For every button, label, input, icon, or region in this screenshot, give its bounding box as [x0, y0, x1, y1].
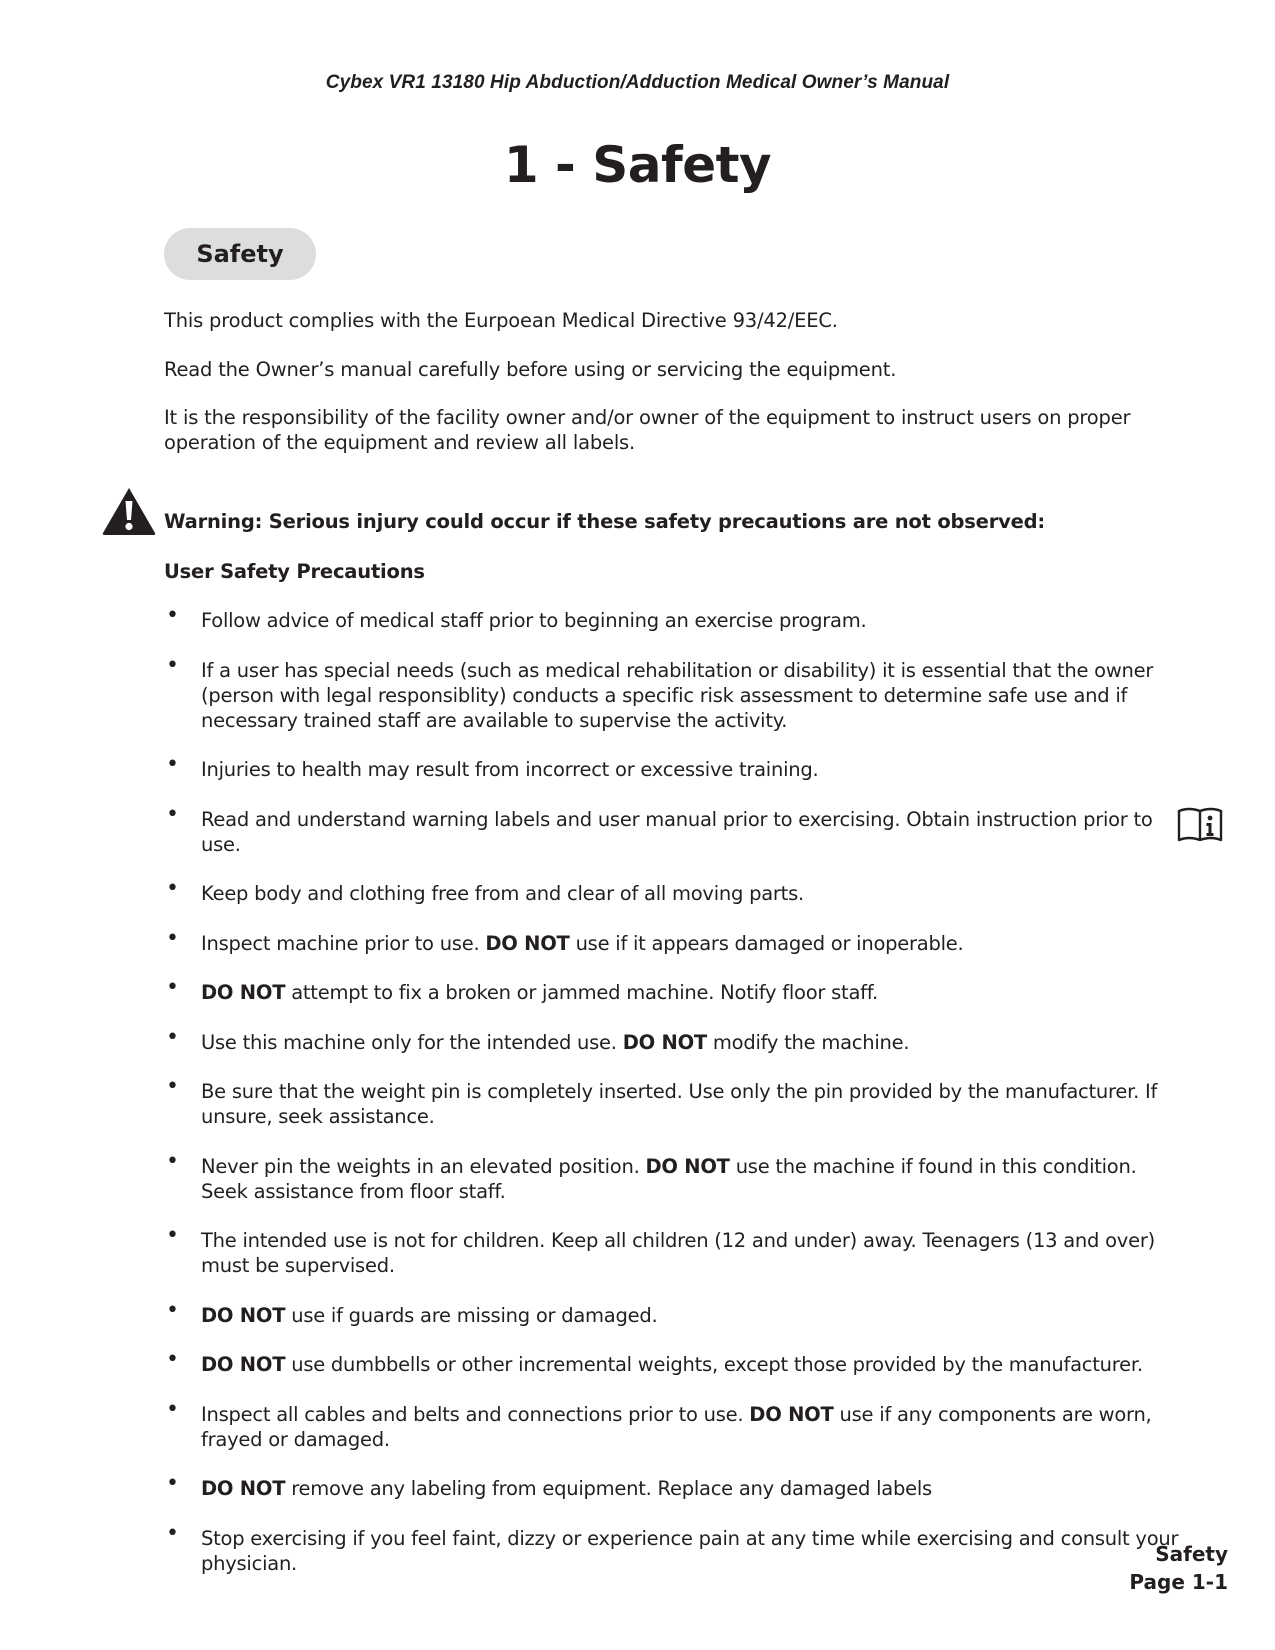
list-item: • Inspect machine prior to use. DO NOT use if it appears damaged or inoperable.	[166, 925, 964, 955]
list-item: • DO NOT remove any labeling from equipment. Replace any damaged labels	[166, 1471, 932, 1500]
intro-paragraph-compliance: This product complies with the Eurpoean Medical Directive 93/42/EEC.	[164, 309, 838, 332]
bullet: •	[166, 652, 179, 678]
list-item: • If a user has special needs (such as medical rehabilitation or disability) it is essential that the owner (person with legal responsiblity) conducts a specific risk assessment to determine safe use and if necessary trained staff are available to supervise the activity.	[166, 652, 1154, 732]
footer-page-number: Page 1-1	[1129, 1570, 1228, 1594]
list-item: • Follow advice of medical staff prior to beginning an exercise program.	[166, 603, 867, 632]
list-item: • The intended use is not for children. Keep all children (12 and under) away. Teenagers (13 and over) must be supervised.	[166, 1223, 1155, 1277]
warning-triangle-icon	[101, 486, 157, 536]
intro-paragraph-responsibility: It is the responsibility of the facility owner and/or owner of the equipment to instruct users on proper operation of the equipment and review all labels.	[164, 406, 1131, 454]
list-item: • Be sure that the weight pin is completely inserted. Use only the pin provided by the manufacturer. If unsure, seek assistance.	[166, 1074, 1158, 1128]
list-item: • Inspect all cables and belts and connections prior to use. DO NOT use if any components are worn, frayed or damaged.	[166, 1396, 1152, 1451]
section-label-pill	[164, 228, 316, 280]
warning-statement: Warning: Serious injury could occur if these safety precautions are not observed:	[164, 510, 1046, 533]
list-item: • Stop exercising if you feel faint, dizzy or experience pain at any time while exercising and consult your physician.	[166, 1520, 1179, 1575]
running-header: Cybex VR1 13180 Hip Abduction/Adduction Medical Owner’s Manual	[325, 72, 950, 93]
list-item: • Never pin the weights in an elevated position. DO NOT use the machine if found in this condition. Seek assistance from floor staff.	[166, 1148, 1137, 1203]
bullet: •	[166, 925, 179, 951]
bullet: •	[166, 975, 179, 1000]
list-item: • Read and understand warning labels and user manual prior to exercising. Obtain instruction prior to use.	[166, 801, 1153, 856]
bullet: •	[166, 603, 179, 628]
bullet: •	[166, 1074, 179, 1099]
section-label: Safety	[196, 240, 284, 268]
bullet: •	[166, 876, 179, 901]
list-item: • Use this machine only for the intended use. DO NOT modify the machine.	[166, 1024, 910, 1054]
bullet: •	[166, 801, 179, 827]
bullet: •	[166, 1520, 179, 1546]
bullet: •	[166, 1297, 179, 1323]
bullet: •	[166, 1024, 179, 1050]
chapter-title: 1 - Safety	[503, 136, 772, 194]
page-footer	[1129, 1540, 1228, 1596]
list-item: • DO NOT use if guards are missing or damaged.	[166, 1297, 658, 1327]
footer-section: Safety	[1155, 1542, 1228, 1566]
intro-paragraph-read-manual: Read the Owner’s manual carefully before using or servicing the equipment.	[164, 358, 897, 381]
bullet: •	[166, 1396, 179, 1422]
list-item: • DO NOT use dumbbells or other incremental weights, except those provided by the manufacturer.	[166, 1347, 1143, 1376]
bullet: •	[166, 752, 179, 777]
bullet: •	[166, 1148, 179, 1174]
read-manual-info-icon	[1176, 806, 1224, 844]
bullet: •	[166, 1471, 179, 1496]
precautions-heading: User Safety Precautions	[164, 560, 425, 583]
precautions-list	[164, 603, 1204, 1600]
list-item: • Keep body and clothing free from and clear of all moving parts.	[166, 876, 804, 905]
list-item: • Injuries to health may result from incorrect or excessive training.	[166, 752, 819, 781]
bullet: •	[166, 1347, 179, 1372]
bullet: •	[166, 1223, 179, 1248]
list-item: • DO NOT attempt to fix a broken or jammed machine. Notify floor staff.	[166, 975, 878, 1004]
